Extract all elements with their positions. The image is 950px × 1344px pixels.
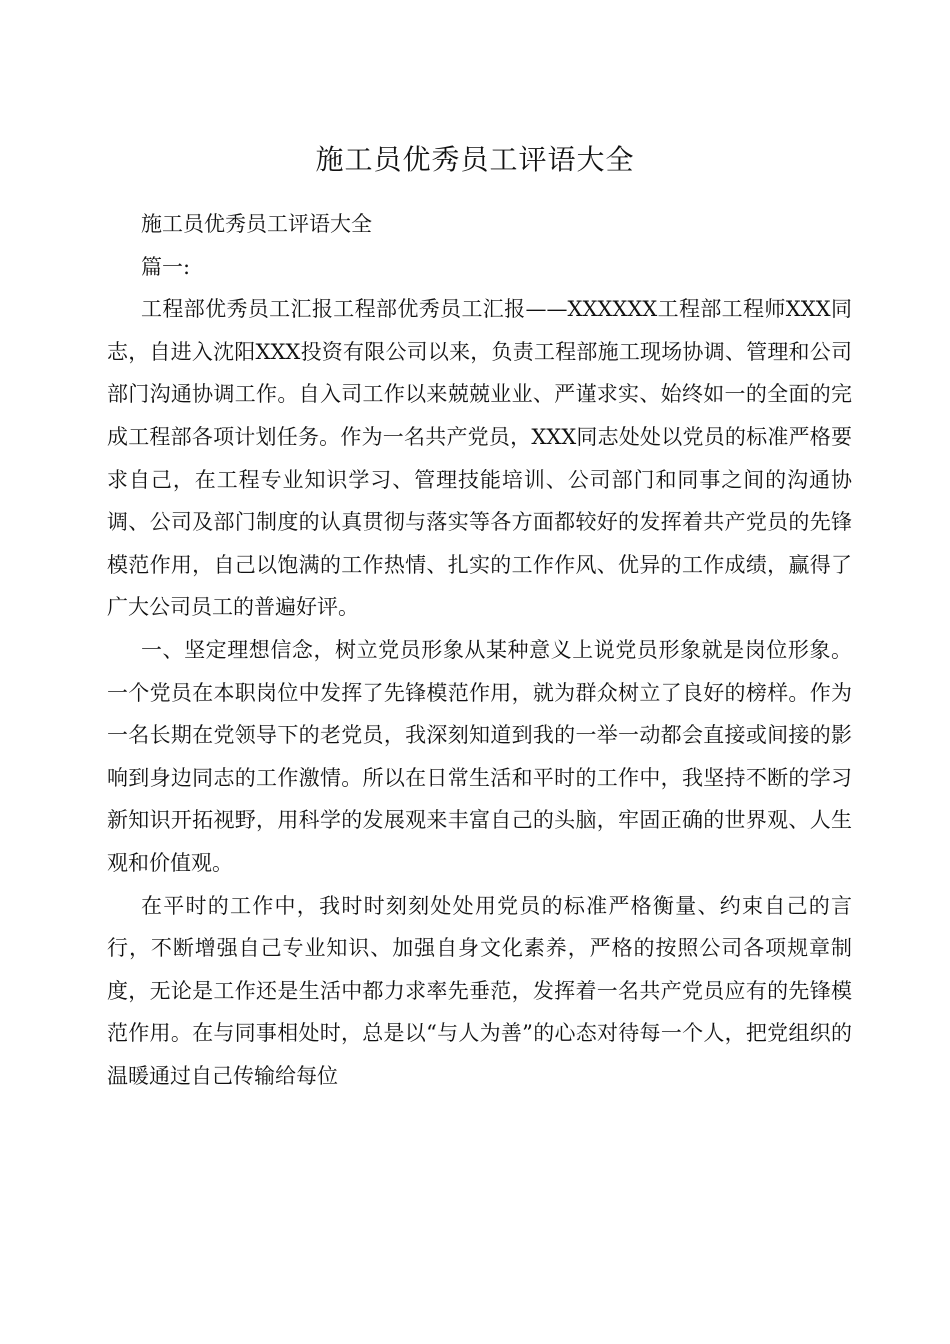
body-paragraph: 一、坚定理想信念，树立党员形象从某种意义上说党员形象就是岗位形象。一个党员在本职岗位中发挥了先锋模范作用，就为群众树立了良好的榜样。作为一名长期在党领导下的老党员，我深刻知道到我的一举一动都会直接或间接的影响到身边同志的工作激情。所以在日常生活和平时的工作中，我坚持不断的学习新知识开拓视野，用科学的发展观来丰富自己的头脑，牢固正确的世界观、人生观和价值观。 <box>107 637 852 875</box>
body-paragraph: 工程部优秀员工汇报工程部优秀员工汇报——XXXXXX工程部工程师XXX同志，自进入沈阳XXX投资有限公司以来，负责工程部施工现场协调、管理和公司部门沟通协调工作。自入司工作以来兢兢业业、严谨求实、始终如一的全面的完成工程部各项计划任务。作为一名共产党员，XXX同志处处以党员的标准严格要求自己，在工程专业知识学习、管理技能培训、公司部门和同事之间的沟通协调、公司及部门制度的认真贯彻与落实等各方面都较好的发挥着共产党员的先锋模范作用，自己以饱满的工作热情、扎实的工作作风、优异的工作成绩，赢得了广大公司员工的普遍好评。 <box>107 297 852 620</box>
body-paragraph: 在平时的工作中，我时时刻刻处处用党员的标准严格衡量、约束自己的言行，不断增强自己专业知识、加强自身文化素养，严格的按照公司各项规章制度，无论是工作还是生活中都力求率先垂范，发挥着一名共产党员应有的先锋模范作用。在与同事相处时，总是以“与人为善”的心态对待每一个人，把党组织的温暖通过自己传输给每位 <box>107 893 852 1088</box>
subtitle-paragraph: 施工员优秀员工评语大全 <box>141 212 372 236</box>
document-body <box>107 203 852 1097</box>
document-title: 施工员优秀员工评语大全 <box>315 143 635 176</box>
section-label-paragraph: 篇一: <box>141 254 191 279</box>
